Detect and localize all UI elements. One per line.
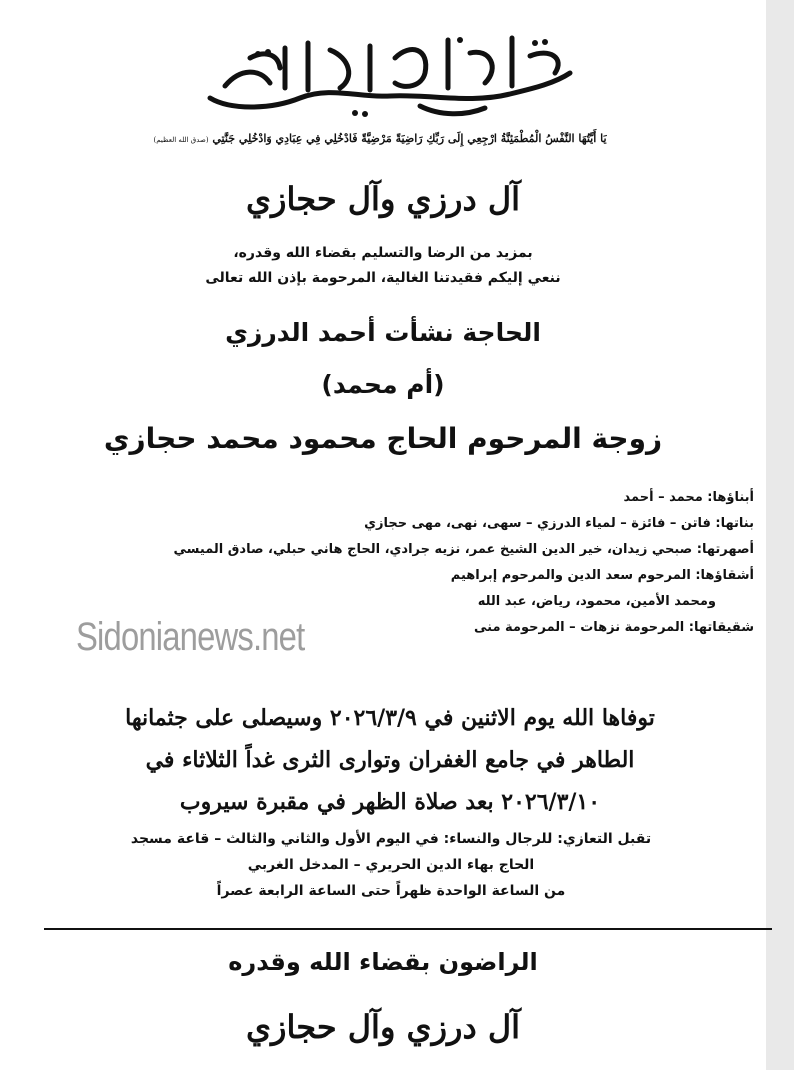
family-title: آل درزي وآل حجازي: [245, 180, 521, 218]
brothers-line: أشقاؤها: المرحوم سعد الدين والمرحوم إبراهيم: [450, 568, 754, 583]
deceased-name: الحاجة نشأت أحمد الدرزي: [225, 318, 541, 347]
intro-line-1: بمزيد من الرضا والتسليم بقضاء الله وقدره،: [233, 245, 533, 261]
death-notice-line-3: ٢٠٢٦/٣/١٠ بعد صلاة الظهر في مقبرة سيروب: [179, 789, 601, 815]
condolence-line-1: تقبل التعازي: للرجال والنساء: في اليوم الأول والثاني والثالث – قاعة مسجد: [130, 831, 652, 847]
intro-text: [0, 241, 766, 291]
family-signature: آل درزي وآل حجازي: [245, 1008, 521, 1046]
daughters-line: بناتها: فاتن – فائزة – لمياء الدرزي – سهى، نهى، مهى حجازي: [364, 516, 754, 531]
brothers-continued-line: ومحمد الأمين، محمود، رياض، عبد الله: [477, 594, 716, 609]
sisters-line: شقيقاتها: المرحومة نزهات – المرحومة منى: [474, 620, 754, 635]
sons-line: أبناؤها: محمد – أحمد: [623, 490, 754, 505]
death-notice-line-1: توفاها الله يوم الاثنين في ٢٠٢٦/٣/٩ وسيصلى على جثمانها: [125, 705, 655, 731]
condolence-line-2: الحاج بهاء الدين الحريري – المدخل الغربي: [247, 857, 535, 873]
closing-phrase: الراضون بقضاء الله وقدره: [228, 948, 538, 976]
calligraphy-logo: [190, 28, 585, 123]
page-edge: [766, 0, 794, 1070]
verse-text: يَا أَيَّتُهَا النَّفْسُ الْمُطْمَئِنَّةُ ارْجِعِي إِلَى رَبِّكِ رَاضِيَةً مَرْضِيَّةً فَادْخُلِي فِي عِبَادِي وَادْخُلِي جَنَّتِي: [212, 132, 607, 145]
divider: [44, 928, 772, 930]
deceased-nickname: (أم محمد): [321, 370, 445, 399]
condolence-info: [20, 826, 762, 904]
condolence-line-3: من الساعة الواحدة ظهراً حتى الساعة الرابعة عصراً: [216, 883, 566, 899]
verse-reference: (صدق الله العظيم): [153, 136, 209, 144]
death-notice: [20, 697, 760, 823]
intro-line-2: ننعي إليكم فقيدتنا الغالية، المرحومة بإذن الله تعالى: [205, 270, 561, 286]
watermark: Sidonianews.net: [76, 615, 305, 659]
sons-in-law-line: أصهرتها: صبحي زيدان، خير الدين الشيخ عمر، نزيه جرادي، الحاج هاني حبلي، صادق الميسي: [173, 542, 754, 557]
quran-verse: [60, 132, 700, 145]
deceased-husband: زوجة المرحوم الحاج محمود محمد حجازي: [103, 422, 663, 455]
death-notice-line-2: الطاهر في جامع الغفران وتوارى الثرى غداً الثلاثاء في: [145, 747, 635, 773]
